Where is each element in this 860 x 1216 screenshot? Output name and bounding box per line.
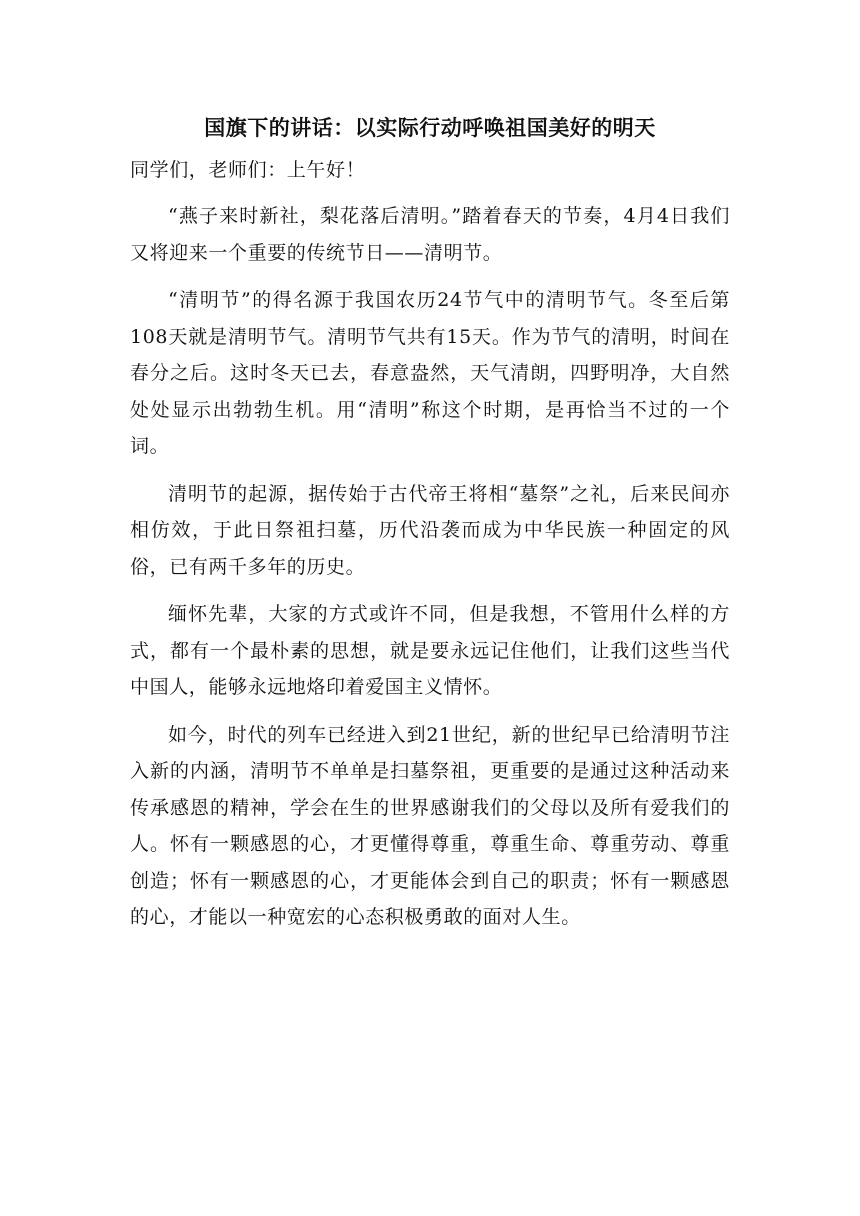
document-title: 国旗下的讲话：以实际行动呼唤祖国美好的明天	[204, 115, 656, 140]
paragraph-3: 清明节的起源，据传始于古代帝王将相“墓祭”之礼，后来民间亦相仿效，于此日祭祖扫墓，历代沿袭而成为中华民族一种固定的风俗，已有两千多年的历史。	[130, 482, 730, 578]
paragraph-5: 如今，时代的列车已经进入到21世纪，新的世纪早已给清明节注入新的内涵，清明节不单单是扫墓祭祖，更重要的是通过这种活动来传承感恩的精神，学会在生的世界感谢我们的父母以及所有爱我们的人。怀有一颗感恩的心，才更懂得尊重，尊重生命、尊重劳动、尊重创造；怀有一颗感恩的心，才更能体会到自己的职责；怀有一颗感恩的心，才能以一种宽宏的心态积极勇敢的面对人生。	[130, 723, 730, 928]
document-page	[130, 108, 730, 947]
paragraph-2: “清明节”的得名源于我国农历24节气中的清明节气。冬至后第108天就是清明节气。清明节气共有15天。作为节气的清明，时间在春分之后。这时冬天已去，春意盎然，天气清朗，四野明净，大自然处处显示出勃勃生机。用“清明”称这个时期，是再恰当不过的一个词。	[130, 289, 730, 457]
paragraph-1: “燕子来时新社，梨花落后清明。”踏着春天的节奏，4月4日我们又将迎来一个重要的传统节日——清明节。	[130, 205, 730, 264]
paragraph-4: 缅怀先辈，大家的方式或许不同，但是我想，不管用什么样的方式，都有一个最朴素的思想，就是要永远记住他们，让我们这些当代中国人，能够永远地烙印着爱国主义情怀。	[130, 603, 730, 698]
greeting-line: 同学们，老师们：上午好！	[130, 159, 366, 181]
